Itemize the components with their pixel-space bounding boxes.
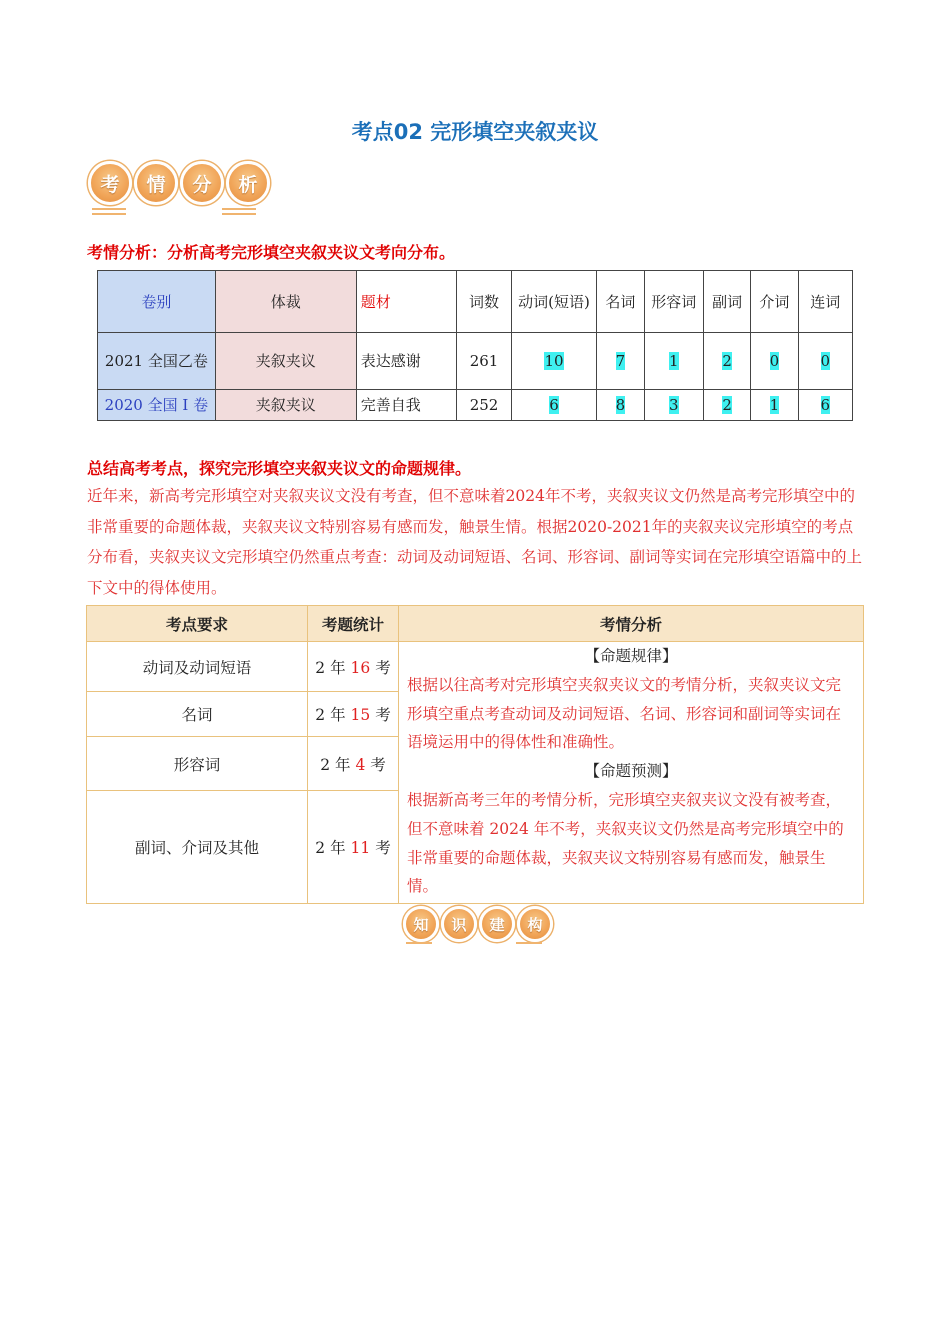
value-highlight: 0 <box>769 352 780 370</box>
page-title: 考点02 完形填空夹叙夹议 <box>351 120 599 144</box>
cell-statistics <box>308 642 399 692</box>
predict-title: 【命题预测】 <box>584 762 678 781</box>
section-badge-knowledge <box>403 906 553 942</box>
cell-genre: 夹叙夹议 <box>215 390 356 421</box>
table-row <box>98 390 853 421</box>
cell-verb <box>511 390 597 421</box>
cell-statistics <box>308 692 399 737</box>
header-paper: 卷别 <box>98 271 216 333</box>
header-prep: 介词 <box>751 271 798 333</box>
stat-count: 11 <box>350 839 371 857</box>
cell-adj <box>644 333 703 390</box>
badge-char: 分 <box>180 161 224 205</box>
cell-requirement: 形容词 <box>87 737 308 791</box>
table-row <box>87 642 864 692</box>
badge-decoration <box>92 208 126 218</box>
section1-heading: 考情分析：分析高考完形填空夹叙夹议文考向分布。 <box>87 243 456 262</box>
stat-count: 15 <box>350 706 371 724</box>
header-statistics: 考题统计 <box>308 606 399 642</box>
value-highlight: 3 <box>669 396 679 414</box>
section2-heading: 总结高考考点，探究完形填空夹叙夹议文的命题规律。 <box>87 459 472 478</box>
stat-suffix: 考 <box>375 706 391 724</box>
badge-char: 构 <box>517 906 553 942</box>
value-highlight: 10 <box>544 352 564 370</box>
cell-prep <box>751 333 798 390</box>
cell-words: 261 <box>457 333 511 390</box>
value-highlight: 2 <box>722 396 732 414</box>
header-topic: 题材 <box>356 271 457 333</box>
badge-char: 建 <box>479 906 515 942</box>
cell-noun <box>597 333 644 390</box>
header-analysis: 考情分析 <box>399 606 864 642</box>
header-conj: 连词 <box>798 271 852 333</box>
header-genre: 体裁 <box>215 271 356 333</box>
cell-adj <box>644 390 703 421</box>
distribution-table <box>97 270 853 421</box>
cell-paper: 2020 全国 I 卷 <box>98 390 216 421</box>
value-highlight: 7 <box>615 352 626 370</box>
table-row <box>98 333 853 390</box>
badge-char: 知 <box>403 906 439 942</box>
badge-decoration <box>222 208 256 218</box>
stat-suffix: 考 <box>375 658 391 677</box>
stat-count: 4 <box>355 755 366 774</box>
rule-text: 根据以往高考对完形填空夹叙夹议文的考情分析，夹叙夹议文完形填空重点考查动词及动词短语、名词、形容词和副词等实词在语境运用中的得体性和准确性。 <box>407 675 842 752</box>
cell-topic: 表达感谢 <box>356 333 457 390</box>
value-highlight: 0 <box>820 352 831 370</box>
stat-prefix: 2 年 <box>315 706 346 724</box>
stat-suffix: 考 <box>375 839 391 857</box>
value-highlight: 2 <box>722 352 732 370</box>
cell-conj <box>798 390 852 421</box>
header-noun: 名词 <box>597 271 644 333</box>
header-adv: 副词 <box>703 271 750 333</box>
badge-char: 情 <box>134 161 178 205</box>
cell-requirement: 动词及动词短语 <box>87 642 308 692</box>
header-adj: 形容词 <box>644 271 703 333</box>
badge-char: 识 <box>441 906 477 942</box>
stat-count: 16 <box>350 658 371 677</box>
value-highlight: 6 <box>549 396 559 414</box>
cell-adv <box>703 390 750 421</box>
value-highlight: 1 <box>769 396 780 414</box>
cell-requirement: 名词 <box>87 692 308 737</box>
cell-words: 252 <box>457 390 511 421</box>
value-highlight: 1 <box>669 352 679 370</box>
header-words: 词数 <box>457 271 511 333</box>
cell-adv <box>703 333 750 390</box>
cell-genre: 夹叙夹议 <box>215 333 356 390</box>
exam-points-table <box>86 605 864 904</box>
cell-statistics <box>308 791 399 904</box>
cell-requirement: 副词、介词及其他 <box>87 791 308 904</box>
rule-title: 【命题规律】 <box>584 647 678 665</box>
table-header-row <box>87 606 864 642</box>
stat-prefix: 2 年 <box>315 839 346 857</box>
header-verb: 动词(短语) <box>511 271 597 333</box>
section-badge-analysis <box>88 161 270 205</box>
summary-paragraph: 近年来，新高考完形填空对夹叙夹议文没有考查，但不意味着2024年不考，夹叙夹议文仍然是高考完形填空中的非常重要的命题体裁，夹叙夹议文特别容易有感而发，触景生情。根据2020-2021年的夹叙夹议完形填空的考点分布看，夹叙夹议文完形填空仍然重点考查：动词及动词短语、名词、形容词、副词等实词在完形填空语篇中的上下文中的得体使用。 <box>87 487 863 597</box>
cell-statistics <box>308 737 399 791</box>
badge-decoration <box>516 942 542 947</box>
value-highlight: 8 <box>615 396 626 414</box>
stat-prefix: 2 年 <box>320 755 351 774</box>
badge-decoration <box>406 942 432 947</box>
header-requirement: 考点要求 <box>87 606 308 642</box>
cell-conj <box>798 333 852 390</box>
cell-verb <box>511 333 597 390</box>
badge-char: 考 <box>88 161 132 205</box>
cell-prep <box>751 390 798 421</box>
predict-text: 根据新高考三年的考情分析，完形填空夹叙夹议文没有被考查，但不意味着 2024 年不考，夹叙夹议文仍然是高考完形填空中的非常重要的命题体裁，夹叙夹议文特别容易有感而发，触景生情。 <box>407 790 844 896</box>
cell-paper: 2021 全国乙卷 <box>98 333 216 390</box>
badge-char: 析 <box>226 161 270 205</box>
stat-prefix: 2 年 <box>315 658 346 677</box>
cell-topic: 完善自我 <box>356 390 457 421</box>
stat-suffix: 考 <box>370 755 386 774</box>
analysis-cell <box>399 642 864 904</box>
value-highlight: 6 <box>820 396 831 414</box>
cell-noun <box>597 390 644 421</box>
table-header-row <box>98 271 853 333</box>
